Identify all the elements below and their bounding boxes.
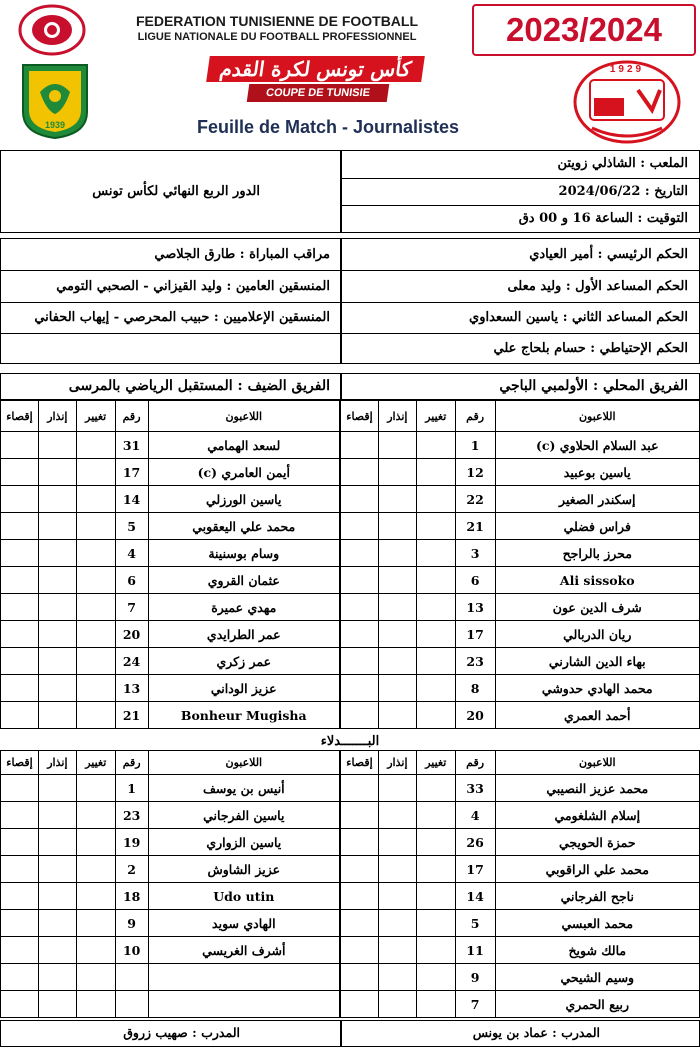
cell-sub <box>76 883 115 910</box>
match-time: التوقيت : الساعة 16 و 00 دق <box>518 211 688 226</box>
player-number: 7 <box>455 991 495 1018</box>
cell-warn <box>38 486 76 513</box>
cell-warn <box>38 856 76 883</box>
player-number: 20 <box>115 621 148 648</box>
cell-exp <box>341 856 379 883</box>
player-number: 21 <box>115 702 148 729</box>
player-row <box>1 594 340 621</box>
cup-title-fr: COUPE DE TUNISIE <box>247 84 390 102</box>
match-commissioner: مراقب المباراة : طارق الجلاصي <box>154 247 330 262</box>
cell-sub <box>76 964 115 991</box>
player-name: عثمان القروي <box>148 567 340 594</box>
player-row <box>341 486 700 513</box>
cell-exp <box>341 991 379 1018</box>
player-number: 9 <box>115 910 148 937</box>
away-team-title: الفريق الضيف : المستقبل الرياضي بالمرسى <box>68 378 330 394</box>
cell-exp <box>1 675 39 702</box>
player-name: ياسين الفرجاني <box>148 802 339 829</box>
cell-sub <box>76 432 115 459</box>
away-subs-body <box>1 775 340 1018</box>
col-expulsion: إقصاء <box>341 401 379 432</box>
cell-sub <box>416 567 455 594</box>
cup-title-ar: كأس تونس لكرة القدم <box>206 56 425 82</box>
player-number: 13 <box>455 594 495 621</box>
player-name: محمد الهادي حدوشي <box>495 675 699 702</box>
cell-exp <box>1 621 39 648</box>
cell-exp <box>1 567 39 594</box>
cell-exp <box>341 675 379 702</box>
cell-sub <box>76 856 115 883</box>
player-number: 31 <box>115 432 148 459</box>
stadium: الملعب : الشاذلي زويتن <box>557 156 688 171</box>
player-number: 17 <box>455 621 495 648</box>
cell-exp <box>341 702 379 729</box>
cell-exp <box>1 964 39 991</box>
media-coordinators: المنسقين الإعلاميين : حبيب المحرصي - إيهاب الحفاني <box>34 310 330 325</box>
cell-exp <box>1 459 39 486</box>
col-players: اللاعبون <box>495 751 699 775</box>
player-name: محمد علي اليعقوبي <box>148 513 340 540</box>
player-name <box>148 964 339 991</box>
player-name: مالك شويخ <box>495 937 699 964</box>
cell-sub <box>416 648 455 675</box>
fourth-official: الحكم الإحتياطي : حسام بلحاج علي <box>493 341 688 356</box>
cell-warn <box>378 856 416 883</box>
player-name: محرز بالراجح <box>495 540 699 567</box>
player-number: 23 <box>115 802 148 829</box>
player-number: 14 <box>455 883 495 910</box>
player-name: عمر الطرايدي <box>148 621 340 648</box>
player-row <box>1 991 340 1018</box>
cell-warn <box>378 432 416 459</box>
player-row <box>341 802 700 829</box>
cell-sub <box>76 486 115 513</box>
player-number: 3 <box>455 540 495 567</box>
player-row <box>341 910 700 937</box>
player-number: 7 <box>115 594 148 621</box>
cell-sub <box>76 567 115 594</box>
cell-sub <box>76 459 115 486</box>
player-number: 14 <box>115 486 148 513</box>
player-number: 13 <box>115 675 148 702</box>
cell-sub <box>416 964 455 991</box>
cell-warn <box>378 459 416 486</box>
player-name: عزيز الوداني <box>148 675 340 702</box>
cell-warn <box>38 621 76 648</box>
player-number: 9 <box>455 964 495 991</box>
player-number: 5 <box>455 910 495 937</box>
cell-exp <box>1 648 39 675</box>
cell-sub <box>76 648 115 675</box>
cell-sub <box>416 459 455 486</box>
cell-warn <box>378 513 416 540</box>
player-row <box>341 964 700 991</box>
col-number: رقم <box>455 401 495 432</box>
cell-warn <box>378 910 416 937</box>
cell-exp <box>341 594 379 621</box>
player-row <box>341 459 700 486</box>
player-name: ياسين بوعبيد <box>495 459 699 486</box>
player-name: محمد عزيز النصيبي <box>495 775 699 802</box>
player-number: 17 <box>115 459 148 486</box>
col-substitution: تغيير <box>76 401 115 432</box>
away-subs-table <box>0 750 340 1018</box>
cell-warn <box>378 937 416 964</box>
player-row <box>1 459 340 486</box>
col-warning: إنذار <box>38 401 76 432</box>
col-substitution: تغيير <box>76 751 115 775</box>
player-row <box>1 621 340 648</box>
cell-sub <box>76 540 115 567</box>
col-players: اللاعبون <box>148 401 340 432</box>
player-row <box>341 702 700 729</box>
player-row <box>341 775 700 802</box>
player-name <box>148 991 339 1018</box>
cell-sub <box>416 513 455 540</box>
player-row <box>1 648 340 675</box>
player-number: 20 <box>455 702 495 729</box>
cell-sub <box>416 486 455 513</box>
player-row <box>341 594 700 621</box>
player-row <box>341 621 700 648</box>
player-number: 11 <box>455 937 495 964</box>
col-expulsion: إقصاء <box>1 401 39 432</box>
cell-sub <box>416 702 455 729</box>
cell-warn <box>378 883 416 910</box>
player-number: 17 <box>455 856 495 883</box>
col-warning: إنذار <box>38 751 76 775</box>
cell-sub <box>416 594 455 621</box>
general-coordinators: المنسقين العامين : وليد القيزاني - الصحبي التومي <box>56 279 330 294</box>
player-name: لسعد الهمامي <box>148 432 340 459</box>
league-name: LIGUE NATIONALE DU FOOTBALL PROFESSIONNEL <box>137 31 417 43</box>
player-name: ياسين الورزلي <box>148 486 340 513</box>
sheet-title: Feuille de Match - Journalistes <box>196 117 460 137</box>
cell-sub <box>76 594 115 621</box>
cell-warn <box>378 829 416 856</box>
player-name: ياسين الزواري <box>148 829 339 856</box>
cell-warn <box>38 432 76 459</box>
player-row <box>1 513 340 540</box>
cell-warn <box>38 775 76 802</box>
player-number: 24 <box>115 648 148 675</box>
player-row <box>1 802 340 829</box>
home-starters-table <box>340 400 700 729</box>
player-name: Udo utin <box>148 883 339 910</box>
player-number: 26 <box>455 829 495 856</box>
cell-exp <box>341 486 379 513</box>
cell-exp <box>1 432 39 459</box>
player-number: 33 <box>455 775 495 802</box>
cell-sub <box>416 802 455 829</box>
col-expulsion: إقصاء <box>341 751 379 775</box>
cell-warn <box>378 802 416 829</box>
player-row <box>341 829 700 856</box>
cell-sub <box>76 675 115 702</box>
cell-exp <box>1 486 39 513</box>
cell-warn <box>38 459 76 486</box>
cell-sub <box>76 702 115 729</box>
col-players: اللاعبون <box>148 751 339 775</box>
cell-exp <box>341 775 379 802</box>
home-club-logo <box>20 62 90 140</box>
cell-exp <box>1 594 39 621</box>
player-name: أشرف الغريسي <box>148 937 339 964</box>
cell-warn <box>378 648 416 675</box>
player-name: بهاء الدين الشارني <box>495 648 699 675</box>
col-substitution: تغيير <box>416 401 455 432</box>
cell-exp <box>1 802 39 829</box>
cell-exp <box>341 829 379 856</box>
cell-sub <box>76 937 115 964</box>
col-warning: إنذار <box>378 401 416 432</box>
cell-warn <box>378 540 416 567</box>
col-expulsion: إقصاء <box>1 751 39 775</box>
player-row <box>1 910 340 937</box>
player-number: 4 <box>115 540 148 567</box>
player-row <box>341 567 700 594</box>
match-date: التاريخ : 2024/06/22 <box>558 184 688 199</box>
cell-warn <box>38 991 76 1018</box>
cell-exp <box>341 621 379 648</box>
cup-banner <box>190 52 435 110</box>
away-logo-year: 1929 <box>609 64 645 75</box>
cell-warn <box>378 964 416 991</box>
player-name: محمد العبسي <box>495 910 699 937</box>
player-row <box>1 856 340 883</box>
cell-exp <box>1 829 39 856</box>
home-subs-body <box>341 775 700 1018</box>
player-name: وسيم الشيحي <box>495 964 699 991</box>
player-name: Ali sissoko <box>495 567 699 594</box>
col-number: رقم <box>115 401 148 432</box>
player-row <box>341 513 700 540</box>
cell-sub <box>76 829 115 856</box>
cell-exp <box>341 459 379 486</box>
player-name: Bonheur Mugisha <box>148 702 340 729</box>
player-number: 10 <box>115 937 148 964</box>
cell-sub <box>76 910 115 937</box>
home-coach: المدرب : عماد بن يونس <box>472 1025 600 1040</box>
substitutes-label: البـــــــدلاء <box>320 734 380 749</box>
cell-warn <box>38 540 76 567</box>
player-row <box>341 540 700 567</box>
player-row <box>1 567 340 594</box>
cell-sub <box>416 937 455 964</box>
player-name: محمد علي الراقوبي <box>495 856 699 883</box>
cell-sub <box>416 675 455 702</box>
player-row <box>341 675 700 702</box>
col-substitution: تغيير <box>416 751 455 775</box>
away-starters-table <box>0 400 340 729</box>
player-row <box>1 775 340 802</box>
cell-exp <box>1 883 39 910</box>
player-name: ناجح الفرجاني <box>495 883 699 910</box>
cell-warn <box>378 675 416 702</box>
cell-exp <box>1 910 39 937</box>
player-number: 1 <box>115 775 148 802</box>
cell-sub <box>416 829 455 856</box>
player-name: أحمد العمري <box>495 702 699 729</box>
cell-sub <box>416 621 455 648</box>
player-name: إسكندر الصغير <box>495 486 699 513</box>
player-name: حمزة الحويجي <box>495 829 699 856</box>
cell-sub <box>76 802 115 829</box>
round: الدور الربع النهائي لكأس تونس <box>92 184 260 199</box>
cell-warn <box>38 883 76 910</box>
cell-sub <box>76 775 115 802</box>
player-row <box>341 991 700 1018</box>
player-number: 1 <box>455 432 495 459</box>
player-number: 23 <box>455 648 495 675</box>
player-row <box>341 883 700 910</box>
player-name: أيمن العامري (c) <box>148 459 340 486</box>
home-starters-body <box>341 432 700 729</box>
player-name: فراس فضلي <box>495 513 699 540</box>
cell-exp <box>341 964 379 991</box>
federation-name: FEDERATION TUNISIENNE DE FOOTBALL <box>135 13 419 29</box>
player-name: ريان الدربالي <box>495 621 699 648</box>
player-row <box>1 702 340 729</box>
player-number: 22 <box>455 486 495 513</box>
home-team-title: الفريق المحلي : الأولمبي الباجي <box>499 378 688 394</box>
player-number: 21 <box>455 513 495 540</box>
cell-warn <box>38 829 76 856</box>
assistant-referee-1: الحكم المساعد الأول : وليد معلى <box>507 279 688 294</box>
assistant-referee-2: الحكم المساعد الثاني : ياسين السعداوي <box>469 310 688 325</box>
col-number: رقم <box>455 751 495 775</box>
away-starters-body <box>1 432 340 729</box>
cell-warn <box>38 702 76 729</box>
cell-warn <box>38 675 76 702</box>
col-warning: إنذار <box>378 751 416 775</box>
cell-sub <box>76 621 115 648</box>
player-row <box>1 964 340 991</box>
cell-exp <box>1 513 39 540</box>
player-row <box>341 856 700 883</box>
cell-warn <box>38 513 76 540</box>
ftf-logo <box>18 4 86 56</box>
cell-warn <box>38 594 76 621</box>
player-name: وسام بوسنينة <box>148 540 340 567</box>
cell-exp <box>341 513 379 540</box>
cell-exp <box>341 648 379 675</box>
cell-warn <box>38 910 76 937</box>
player-name: عزيز الشاوش <box>148 856 339 883</box>
player-number: 12 <box>455 459 495 486</box>
col-number: رقم <box>115 751 148 775</box>
cell-warn <box>378 621 416 648</box>
cell-sub <box>416 432 455 459</box>
player-row <box>1 540 340 567</box>
cell-sub <box>76 513 115 540</box>
player-name: الهادي سويد <box>148 910 339 937</box>
cell-exp <box>341 937 379 964</box>
cell-exp <box>1 702 39 729</box>
cell-warn <box>378 775 416 802</box>
player-row <box>1 883 340 910</box>
player-name: عمر زكري <box>148 648 340 675</box>
cell-exp <box>1 991 39 1018</box>
player-number: 6 <box>455 567 495 594</box>
cell-warn <box>38 567 76 594</box>
cell-sub <box>416 540 455 567</box>
cell-exp <box>341 802 379 829</box>
season: 2023/2024 <box>472 4 696 56</box>
cell-exp <box>341 567 379 594</box>
cell-exp <box>341 883 379 910</box>
player-name: أنيس بن يوسف <box>148 775 339 802</box>
player-number: 5 <box>115 513 148 540</box>
player-row <box>341 937 700 964</box>
cell-warn <box>378 567 416 594</box>
cell-warn <box>378 702 416 729</box>
player-row <box>1 675 340 702</box>
player-row <box>1 829 340 856</box>
player-number <box>115 964 148 991</box>
cell-sub <box>416 856 455 883</box>
home-subs-table <box>340 750 700 1018</box>
player-name: عبد السلام الحلاوي (c) <box>495 432 699 459</box>
cell-warn <box>38 964 76 991</box>
cell-warn <box>38 937 76 964</box>
cell-exp <box>1 540 39 567</box>
player-row <box>341 648 700 675</box>
player-row <box>1 432 340 459</box>
main-referee: الحكم الرئيسي : أمير العيادي <box>529 247 688 262</box>
cell-warn <box>38 802 76 829</box>
cell-exp <box>341 432 379 459</box>
player-row <box>341 432 700 459</box>
away-coach: المدرب : صهيب زروق <box>123 1025 240 1040</box>
player-name: شرف الدين عون <box>495 594 699 621</box>
player-number <box>115 991 148 1018</box>
player-number: 8 <box>455 675 495 702</box>
cell-warn <box>378 991 416 1018</box>
player-name: مهدي عميرة <box>148 594 340 621</box>
cell-warn <box>38 648 76 675</box>
cell-warn <box>378 486 416 513</box>
player-number: 19 <box>115 829 148 856</box>
player-row <box>1 937 340 964</box>
player-name: ربيع الحمري <box>495 991 699 1018</box>
cell-sub <box>416 775 455 802</box>
player-number: 18 <box>115 883 148 910</box>
cell-exp <box>341 540 379 567</box>
cell-sub <box>416 883 455 910</box>
cell-exp <box>1 937 39 964</box>
cell-sub <box>416 991 455 1018</box>
cell-exp <box>1 856 39 883</box>
cell-exp <box>1 775 39 802</box>
cell-sub <box>416 910 455 937</box>
cell-sub <box>76 991 115 1018</box>
player-name: إسلام الشلغومي <box>495 802 699 829</box>
player-number: 2 <box>115 856 148 883</box>
player-number: 6 <box>115 567 148 594</box>
player-number: 4 <box>455 802 495 829</box>
away-club-logo <box>572 60 682 144</box>
col-players: اللاعبون <box>495 401 699 432</box>
cell-warn <box>378 594 416 621</box>
home-logo-year: 1939 <box>44 120 66 130</box>
cell-exp <box>341 910 379 937</box>
player-row <box>1 486 340 513</box>
